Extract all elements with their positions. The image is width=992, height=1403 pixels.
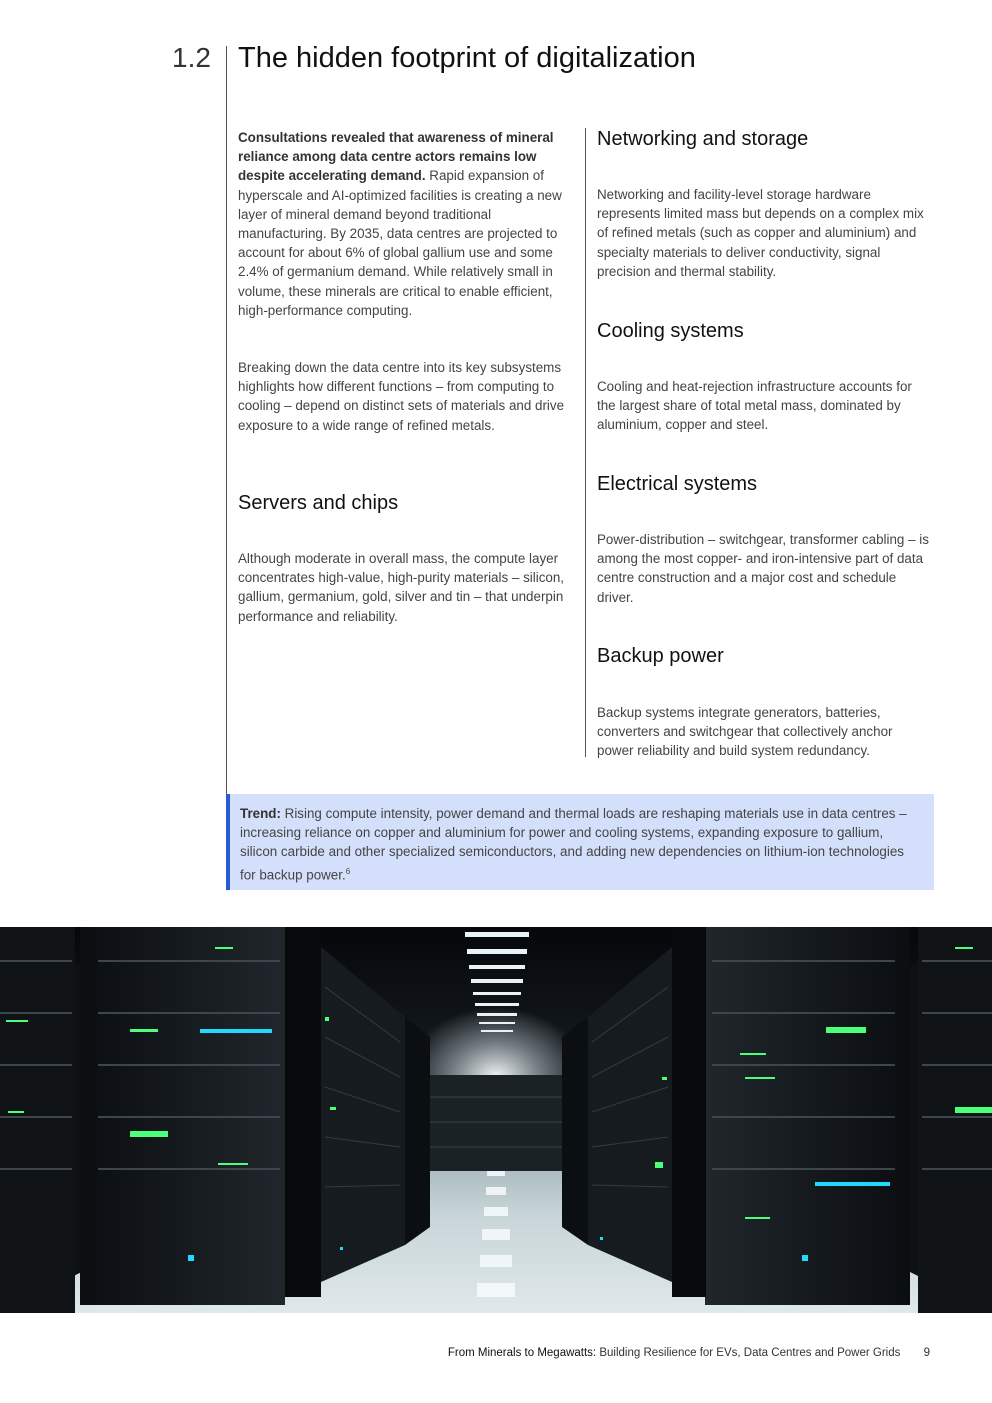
cooling-text: Cooling and heat-rejection infrastructure accounts for the largest share of total metal mass, dominated by aluminium, copper and steel. — [597, 379, 912, 433]
subsystems-paragraph: Breaking down the data centre into its key subsystems highlights how different functions – from computing to cooling – depend on distinct sets of materials and drive exposure to a wide range of refined metals. — [238, 360, 565, 433]
page-title: The hidden footprint of digitalization — [238, 42, 696, 74]
left-rule — [226, 46, 227, 890]
section-number: 1.2 — [172, 42, 211, 73]
left-server-racks — [0, 927, 430, 1313]
electrical-heading: Electrical systems — [597, 473, 758, 495]
networking-text: Networking and facility-level storage hardware represents limited mass but depends on a complex mix of refined metals (such as copper and aluminium) and specialty materials to deliver conductivity, signal precision and thermal stability. — [597, 187, 924, 279]
page-number: 9 — [923, 1347, 930, 1359]
trend-footnote: 6 — [345, 866, 351, 876]
trend-callout — [226, 794, 934, 890]
intro-paragraph — [238, 128, 568, 320]
networking-heading: Networking and storage — [597, 128, 809, 150]
electrical-text: Power-distribution – switchgear, transformer cabling – is among the most copper- and iron-intensive part of data centre construction and a major cost and schedule driver. — [597, 532, 929, 605]
column-divider — [585, 128, 586, 757]
trend-body: Rising compute intensity, power demand and thermal loads are reshaping materials use in data centres – increasing reliance on copper and aluminium for power and cooling systems, expanding exposure to gallium, silicon carbide and other specialized semiconductors, and adding new dependencies on lithium-ion technologies for backup power. — [240, 806, 907, 883]
trend-label: Trend: — [240, 806, 281, 821]
servers-text: Although moderate in overall mass, the compute layer concentrates high-value, high-purity materials – silicon, gallium, germanium, gold, silver and tin – that underpin performance and reliability. — [238, 551, 564, 624]
page-footer — [448, 1347, 930, 1359]
footer-report-subtitle: Building Resilience for EVs, Data Centres and Power Grids — [599, 1347, 901, 1359]
cooling-heading: Cooling systems — [597, 320, 744, 342]
backup-heading: Backup power — [597, 645, 724, 667]
footer-report-title: From Minerals to Megawatts: — [447, 1347, 597, 1359]
data-centre-photo — [0, 927, 992, 1313]
backup-text: Backup systems integrate generators, batteries, converters and switchgear that collectively anchor power reliability and build system redundancy. — [597, 705, 893, 759]
servers-heading: Servers and chips — [238, 492, 399, 514]
distant-racks — [430, 1075, 562, 1171]
trend-text — [240, 804, 920, 884]
intro-body: Rapid expansion of hyperscale and AI-optimized facilities is creating a new layer of mineral demand beyond traditional manufacturing. By 2035, data centres are projected to account for about 6% of global gallium use and some 2.4% of germanium demand. While relatively small in volume, these minerals are critical to enable efficient, high-performance computing. — [238, 168, 562, 318]
intro-lead: Consultations revealed that awareness of mineral reliance among data centre actors remains low despite accelerating demand. — [238, 130, 554, 184]
